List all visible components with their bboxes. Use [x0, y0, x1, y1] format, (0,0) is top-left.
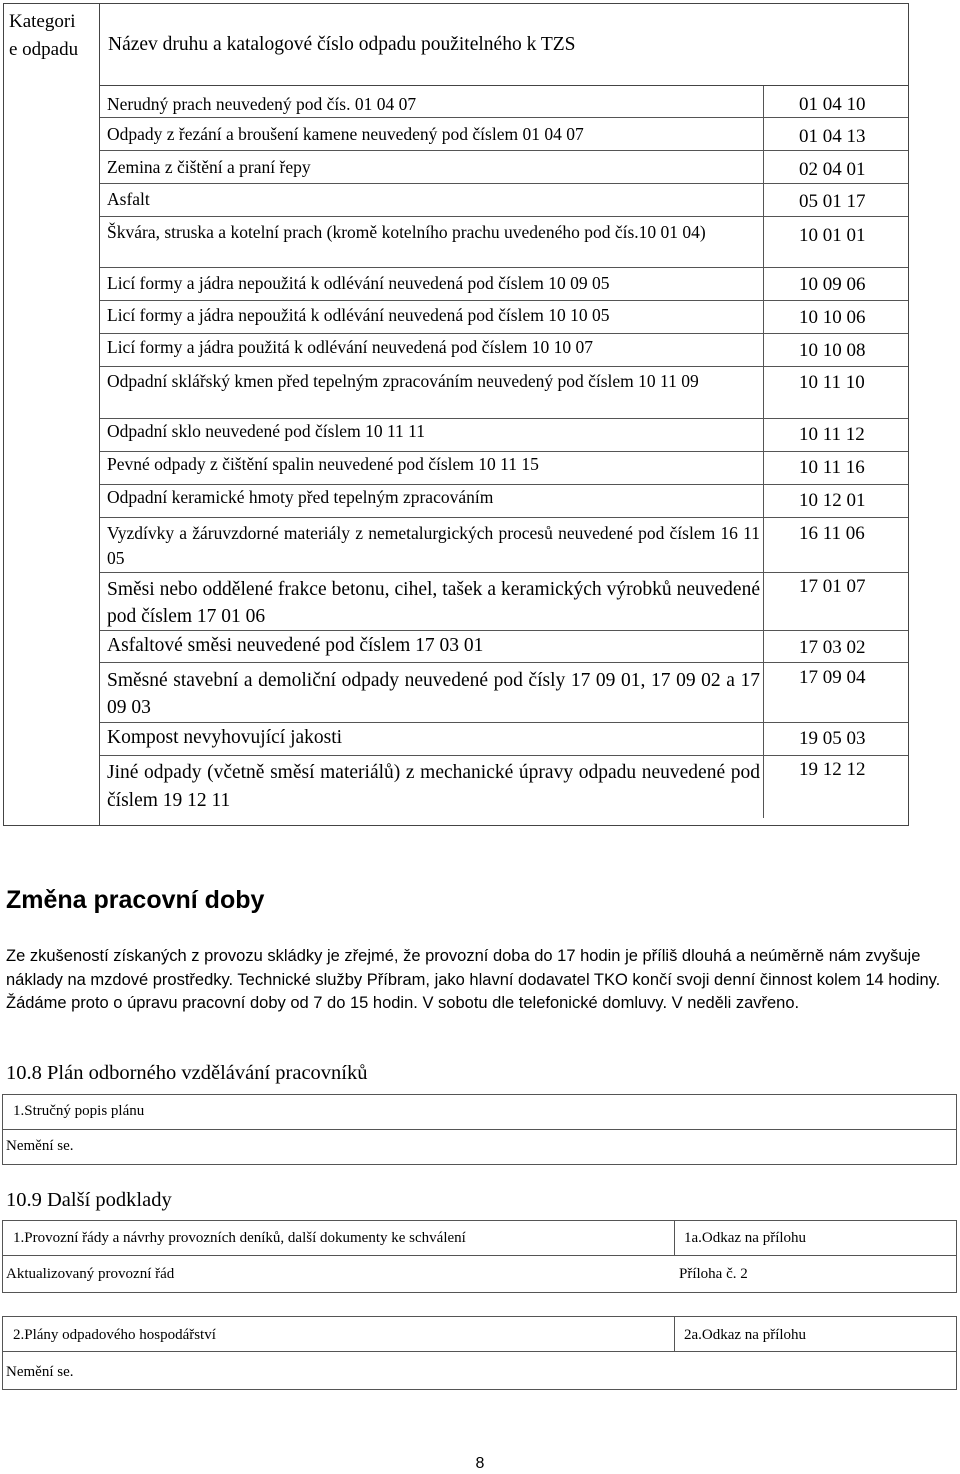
name-header: Název druhu a katalogové číslo odpadu použitelného k TZS: [108, 34, 576, 55]
table-row: [100, 301, 908, 334]
waste-catalog-table: [3, 3, 909, 826]
waste-name: Asfalt: [107, 189, 150, 209]
category-header-line2: e odpadu: [9, 39, 79, 60]
waste-name: Zemina z čištění a praní řepy: [107, 157, 311, 177]
category-header-line1: Kategori: [9, 11, 76, 32]
waste-name: Asfaltové směsi neuvedené pod číslem 17 03 01: [107, 635, 484, 656]
table-row: [100, 723, 908, 756]
section-body: Ze zkušeností získaných z provozu skládky je zřejmé, že provozní doba do 17 hodin je příliš dlouhá a neúměrně nám zvyšuje náklady na mzdové prostředky. Technické služby Příbram, jako hlavní dodavatel TKO končí svoji denní činnost kolem 14 hodiny. Žádáme proto o úpravu pracovní doby od 7 do 15 hodin. V sobotu dle telefonické domluvy. V neděli zavřeno.: [6, 947, 941, 1012]
waste-name: Odpadní keramické hmoty před tepelným zpracováním: [107, 487, 494, 507]
waste-code: 10 11 10: [763, 367, 908, 418]
waste-name: Vyzdívky a žáruvzdorné materiály z nemetalurgických procesů neuvedené pod číslem 16 11 05: [107, 523, 760, 568]
waste-code: 01 04 13: [763, 118, 908, 150]
table-row: [100, 573, 908, 631]
waste-name: Licí formy a jádra nepoužitá k odlévání neuvedená pod číslem 10 09 05: [107, 273, 610, 293]
waste-code: 19 05 03: [763, 723, 908, 755]
waste-plans-value: Nemění se.: [6, 1364, 74, 1380]
divider: [3, 1255, 956, 1256]
section-title: Změna pracovní doby: [6, 886, 265, 914]
table-row: [100, 518, 908, 573]
waste-code: 05 01 17: [763, 184, 908, 216]
category-header: [9, 8, 78, 64]
table-row: [100, 86, 908, 118]
waste-code: 01 04 10: [763, 86, 908, 117]
waste-name: Nerudný prach neuvedený pod čís. 01 04 07: [107, 94, 417, 114]
waste-name: Pevné odpady z čištění spalin neuvedené pod číslem 10 11 15: [107, 454, 539, 474]
documents-ref-value: Příloha č. 2: [679, 1266, 748, 1282]
waste-name: Odpadní sklářský kmen před tepelným zpracováním neuvedený pod číslem 10 11 09: [107, 371, 699, 391]
waste-name: Odpady z řezání a broušení kamene neuvedený pod číslem 01 04 07: [107, 124, 584, 144]
waste-code: 10 09 06: [763, 268, 908, 300]
heading-10-9: 10.9 Další podklady: [6, 1189, 172, 1211]
documents-ref-title: 1a.Odkaz na přílohu: [684, 1230, 807, 1246]
waste-name: Licí formy a jádra použitá k odlévání neuvedená pod číslem 10 10 07: [107, 337, 593, 357]
waste-code: 16 11 06: [763, 518, 908, 572]
documents-value: Aktualizovaný provozní řád: [6, 1266, 175, 1282]
column-divider: [674, 1221, 675, 1255]
documents-box: [2, 1220, 957, 1293]
waste-name: Licí formy a jádra nepoužitá k odlévání neuvedená pod číslem 10 10 05: [107, 305, 610, 325]
table-header: [100, 4, 908, 86]
waste-code: 10 11 16: [763, 452, 908, 484]
table-row: [100, 756, 908, 818]
waste-code: 19 12 12: [763, 756, 908, 818]
column-divider: [674, 1317, 675, 1351]
table-row: [100, 419, 908, 452]
table-row: [100, 184, 908, 217]
waste-code: 10 01 01: [763, 217, 908, 267]
waste-code: 17 03 02: [763, 631, 908, 662]
divider: [3, 1351, 956, 1352]
divider: [3, 1129, 956, 1130]
documents-title: 1.Provozní řády a návrhy provozních deníků, další dokumenty ke schválení: [13, 1230, 466, 1246]
waste-code: 10 11 12: [763, 419, 908, 451]
waste-code: 10 10 08: [763, 334, 908, 366]
waste-plans-box: [2, 1316, 957, 1390]
page-number: 8: [475, 1455, 485, 1472]
table-row: [100, 118, 908, 151]
table-row: [100, 334, 908, 367]
waste-code: 17 01 07: [763, 573, 908, 630]
table-row: [100, 151, 908, 184]
training-plan-box: [2, 1094, 957, 1165]
table-row: [100, 631, 908, 663]
waste-code: 02 04 01: [763, 151, 908, 183]
waste-name: Škvára, struska a kotelní prach (kromě kotelního prachu uvedeného pod čís.10 01 04): [107, 222, 706, 242]
waste-rows: [100, 86, 908, 825]
waste-plans-ref-title: 2a.Odkaz na přílohu: [684, 1327, 807, 1343]
training-plan-value: Nemění se.: [6, 1138, 74, 1154]
waste-name: Směsi nebo oddělené frakce betonu, cihel, tašek a keramických výrobků neuvedené pod číslem 17 01 06: [107, 579, 760, 627]
table-row: [100, 268, 908, 301]
waste-name: Odpadní sklo neuvedené pod číslem 10 11 11: [107, 421, 426, 441]
waste-code: 10 12 01: [763, 485, 908, 517]
category-column: [4, 4, 100, 825]
waste-code: 17 09 04: [763, 663, 908, 722]
table-row: [100, 485, 908, 518]
table-row: [100, 452, 908, 485]
training-plan-title: 1.Stručný popis plánu: [13, 1103, 145, 1119]
table-row: [100, 663, 908, 723]
heading-10-8: 10.8 Plán odborného vzdělávání pracovníků: [6, 1062, 368, 1084]
waste-name: Jiné odpady (včetně směsí materiálů) z mechanické úpravy odpadu neuvedené pod číslem 19 12 11: [107, 762, 760, 811]
table-row: [100, 367, 908, 419]
waste-name: Směsné stavební a demoliční odpady neuvedené pod čísly 17 09 01, 17 09 02 a 17 09 03: [107, 670, 760, 718]
waste-plans-title: 2.Plány odpadového hospodářství: [13, 1327, 216, 1343]
waste-code: 10 10 06: [763, 301, 908, 333]
table-row: [100, 217, 908, 268]
waste-name: Kompost nevyhovující jakosti: [107, 727, 343, 748]
